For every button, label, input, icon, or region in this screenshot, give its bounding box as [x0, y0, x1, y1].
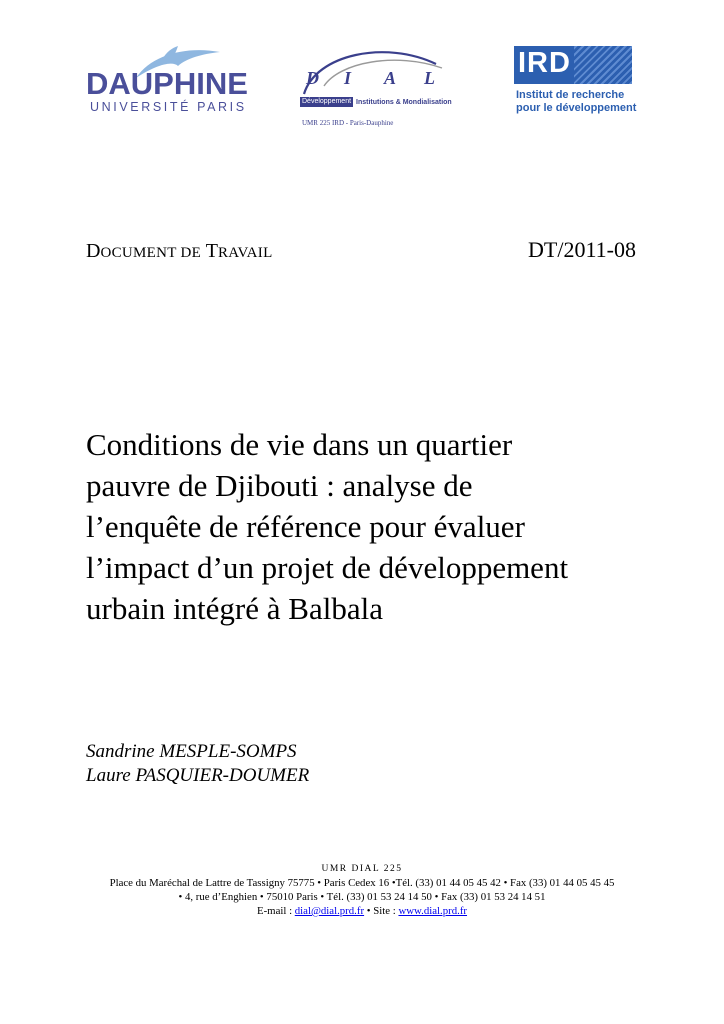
author-1: Sandrine MESPLE-SOMPS [86, 741, 297, 762]
dauphine-subtitle: UNIVERSITÉ PARIS [90, 100, 247, 114]
title-line: l’impact d’un projet de développement [86, 550, 569, 585]
footer-address-1: Place du Maréchal de Lattre de Tassigny 75775 • Paris Cedex 16 •Tél. (33) 01 44 05 45 42 • Fax (33) 01 44 05 45 45 [109, 877, 615, 889]
ird-wordmark: IRD [518, 47, 571, 79]
ird-logo [514, 46, 642, 121]
doc-type-initial-t: T [205, 240, 218, 262]
dial-band-right: Institutions & Mondialisation [356, 98, 452, 106]
document-type [86, 240, 273, 263]
dial-letter-a: A [384, 68, 397, 88]
footer-umr: UMR DIAL 225 [321, 864, 403, 874]
title-line: urbain intégré à Balbala [86, 591, 383, 626]
author-2: Laure PASQUIER-DOUMER [86, 765, 310, 786]
ird-subtitle-line2: pour le développement [516, 102, 637, 114]
title-line: Conditions de vie dans un quartier [86, 427, 513, 462]
site-label: • Site : [364, 905, 399, 917]
doc-type-rest-1: OCUMENT DE [100, 245, 202, 261]
dial-band [300, 97, 452, 107]
dial-letter-i: I [344, 68, 352, 88]
dial-band-left: Développement [302, 98, 352, 105]
ird-subtitle [516, 89, 636, 115]
title-line: pauvre de Djibouti : analyse de [86, 468, 473, 503]
title-line: l’enquête de référence pour évaluer [86, 509, 525, 544]
dial-umr: UMR 225 IRD - Paris-Dauphine [302, 119, 394, 127]
email-label: E-mail : [256, 905, 295, 917]
dial-letter-l: L [424, 68, 435, 88]
document-number: DT/2011-08 [528, 237, 636, 262]
ird-subtitle-line1: Institut de recherche [516, 89, 625, 101]
doc-type-initial-d: D [86, 240, 101, 262]
doc-type-rest-2: RAVAIL [217, 245, 273, 261]
authors [86, 740, 309, 788]
dauphine-logo [86, 44, 256, 116]
email-link[interactable]: dial@dial.prd.fr [294, 905, 365, 917]
dial-logo [296, 46, 456, 132]
dauphine-wordmark: DAUPHINE [86, 66, 248, 101]
footer-address-2: • 4, rue d’Enghien • 75010 Paris • Tél. (33) 01 53 24 14 50 • Fax (33) 01 53 24 14 51 [178, 891, 546, 903]
page-title [86, 424, 646, 629]
footer [62, 862, 662, 918]
dial-letter-d: D [306, 68, 319, 88]
site-link[interactable]: www.dial.prd.fr [398, 905, 468, 917]
footer-contact [62, 904, 662, 918]
